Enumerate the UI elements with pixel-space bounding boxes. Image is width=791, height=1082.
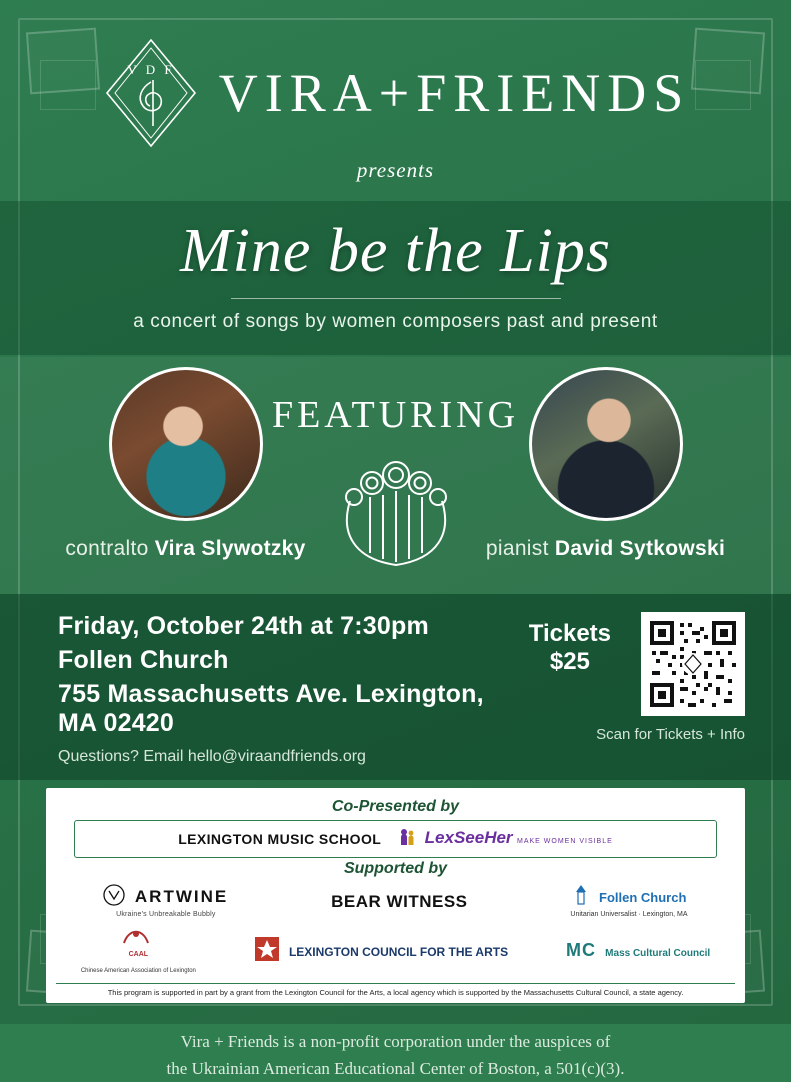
caal-logo-icon xyxy=(121,926,151,951)
sponsor-lexington-music-school: LEXINGTON MUSIC SCHOOL xyxy=(178,831,382,848)
contact-email-line[interactable]: Questions? Email hello@viraandfriends.org xyxy=(58,748,366,766)
brand-name: VIRA+FRIENDS xyxy=(218,63,691,123)
artist-role-pianist: pianist xyxy=(485,537,549,561)
event-details-band xyxy=(0,594,791,780)
artist-name-vira: Vira Slywotzky xyxy=(154,537,306,561)
lexseeher-wordmark: LexSeeHer xyxy=(424,828,513,848)
svg-text:M: M xyxy=(565,939,581,960)
sponsor-lexseeher xyxy=(399,828,613,850)
follen-church-steeple-icon xyxy=(572,884,590,911)
lexseeher-tagline: MAKE WOMEN VISIBLE xyxy=(517,838,613,846)
lca-wordmark: LEXINGTON COUNCIL FOR THE ARTS xyxy=(288,944,509,959)
lyre-floral-emblem-icon xyxy=(330,441,462,574)
artist-photo-david xyxy=(529,367,683,521)
sponsor-mass-cultural-council xyxy=(566,937,710,966)
featuring-section xyxy=(0,357,791,594)
artwine-tagline: Ukraine's Unbreakable Bubbly xyxy=(116,911,216,919)
footer-line-2: the Ukrainian American Educational Center of Boston, a 501(c)(3). xyxy=(166,1058,625,1078)
tickets-block xyxy=(525,612,745,743)
supporters-row-2 xyxy=(56,926,735,978)
event-venue: Follen Church xyxy=(58,646,229,675)
event-address: 755 Massachusetts Ave. Lexington, MA 02420 xyxy=(58,680,484,738)
caal-tagline: Chinese American Association of Lexington xyxy=(80,967,196,974)
artist-caption-vira xyxy=(61,537,311,561)
sponsor-caal xyxy=(81,926,196,978)
artist-caption-david xyxy=(481,537,731,561)
caal-wordmark: CAAL xyxy=(128,950,149,958)
poster-header xyxy=(0,0,791,152)
sponsors-panel xyxy=(46,788,745,1003)
presents-label: presents xyxy=(356,158,435,182)
event-details-text xyxy=(58,612,525,766)
svg-text:C: C xyxy=(581,939,595,960)
artist-name-david: David Sytkowski xyxy=(554,537,726,561)
footer-line-1: Vira + Friends is a non-profit corporation under the auspices of xyxy=(180,1032,611,1052)
poster-footer xyxy=(0,1029,791,1082)
artists-row xyxy=(0,367,791,574)
featuring-label: FEATURING xyxy=(271,394,520,437)
svg-text:V D F: V D F xyxy=(127,62,175,77)
title-band xyxy=(0,201,791,355)
grant-disclaimer: This program is supported in part by a grant from the Lexington Council for the Arts, a local agency which is supported by the Massachusetts Cultural Council, a state agency. xyxy=(56,983,735,997)
supported-heading: Supported by xyxy=(343,860,448,878)
scan-instruction: Scan for Tickets + Info xyxy=(596,726,745,744)
mcc-monogram-icon xyxy=(566,937,596,966)
qr-code[interactable] xyxy=(641,612,745,716)
lca-star-icon xyxy=(254,936,280,967)
artwine-wordmark: ARTWINE xyxy=(134,887,229,907)
title-divider xyxy=(231,298,561,299)
vira-friends-diamond-logo-icon xyxy=(101,34,201,152)
mcc-wordmark: Mass Cultural Council xyxy=(605,947,711,959)
copresented-heading: Co-Presented by xyxy=(331,798,460,816)
follen-wordmark: Follen Church xyxy=(599,890,687,906)
artist-role-contralto: contralto xyxy=(65,537,149,561)
sponsor-follen-church xyxy=(570,884,687,919)
artwine-badge-icon xyxy=(103,884,125,911)
event-date: Friday, October 24th at 7:30pm xyxy=(58,612,429,641)
follen-tagline: Unitarian Universalist · Lexington, MA xyxy=(570,911,688,919)
ticket-price: Tickets $25 xyxy=(528,620,612,676)
bear-witness-wordmark: BEAR WITNESS xyxy=(331,891,468,911)
sponsor-bear-witness xyxy=(331,892,467,912)
lexseeher-figures-icon xyxy=(399,828,415,850)
artist-photo-vira xyxy=(109,367,263,521)
sponsor-lexington-council-for-the-arts xyxy=(254,936,509,967)
supporters-row-1 xyxy=(56,884,735,919)
concert-subtitle: a concert of songs by women composers past and present xyxy=(133,311,658,333)
concert-title: Mine be the Lips xyxy=(180,217,611,285)
artist-block-pianist xyxy=(481,367,731,561)
copresenters-box xyxy=(74,820,717,858)
sponsor-artwine xyxy=(103,884,228,919)
